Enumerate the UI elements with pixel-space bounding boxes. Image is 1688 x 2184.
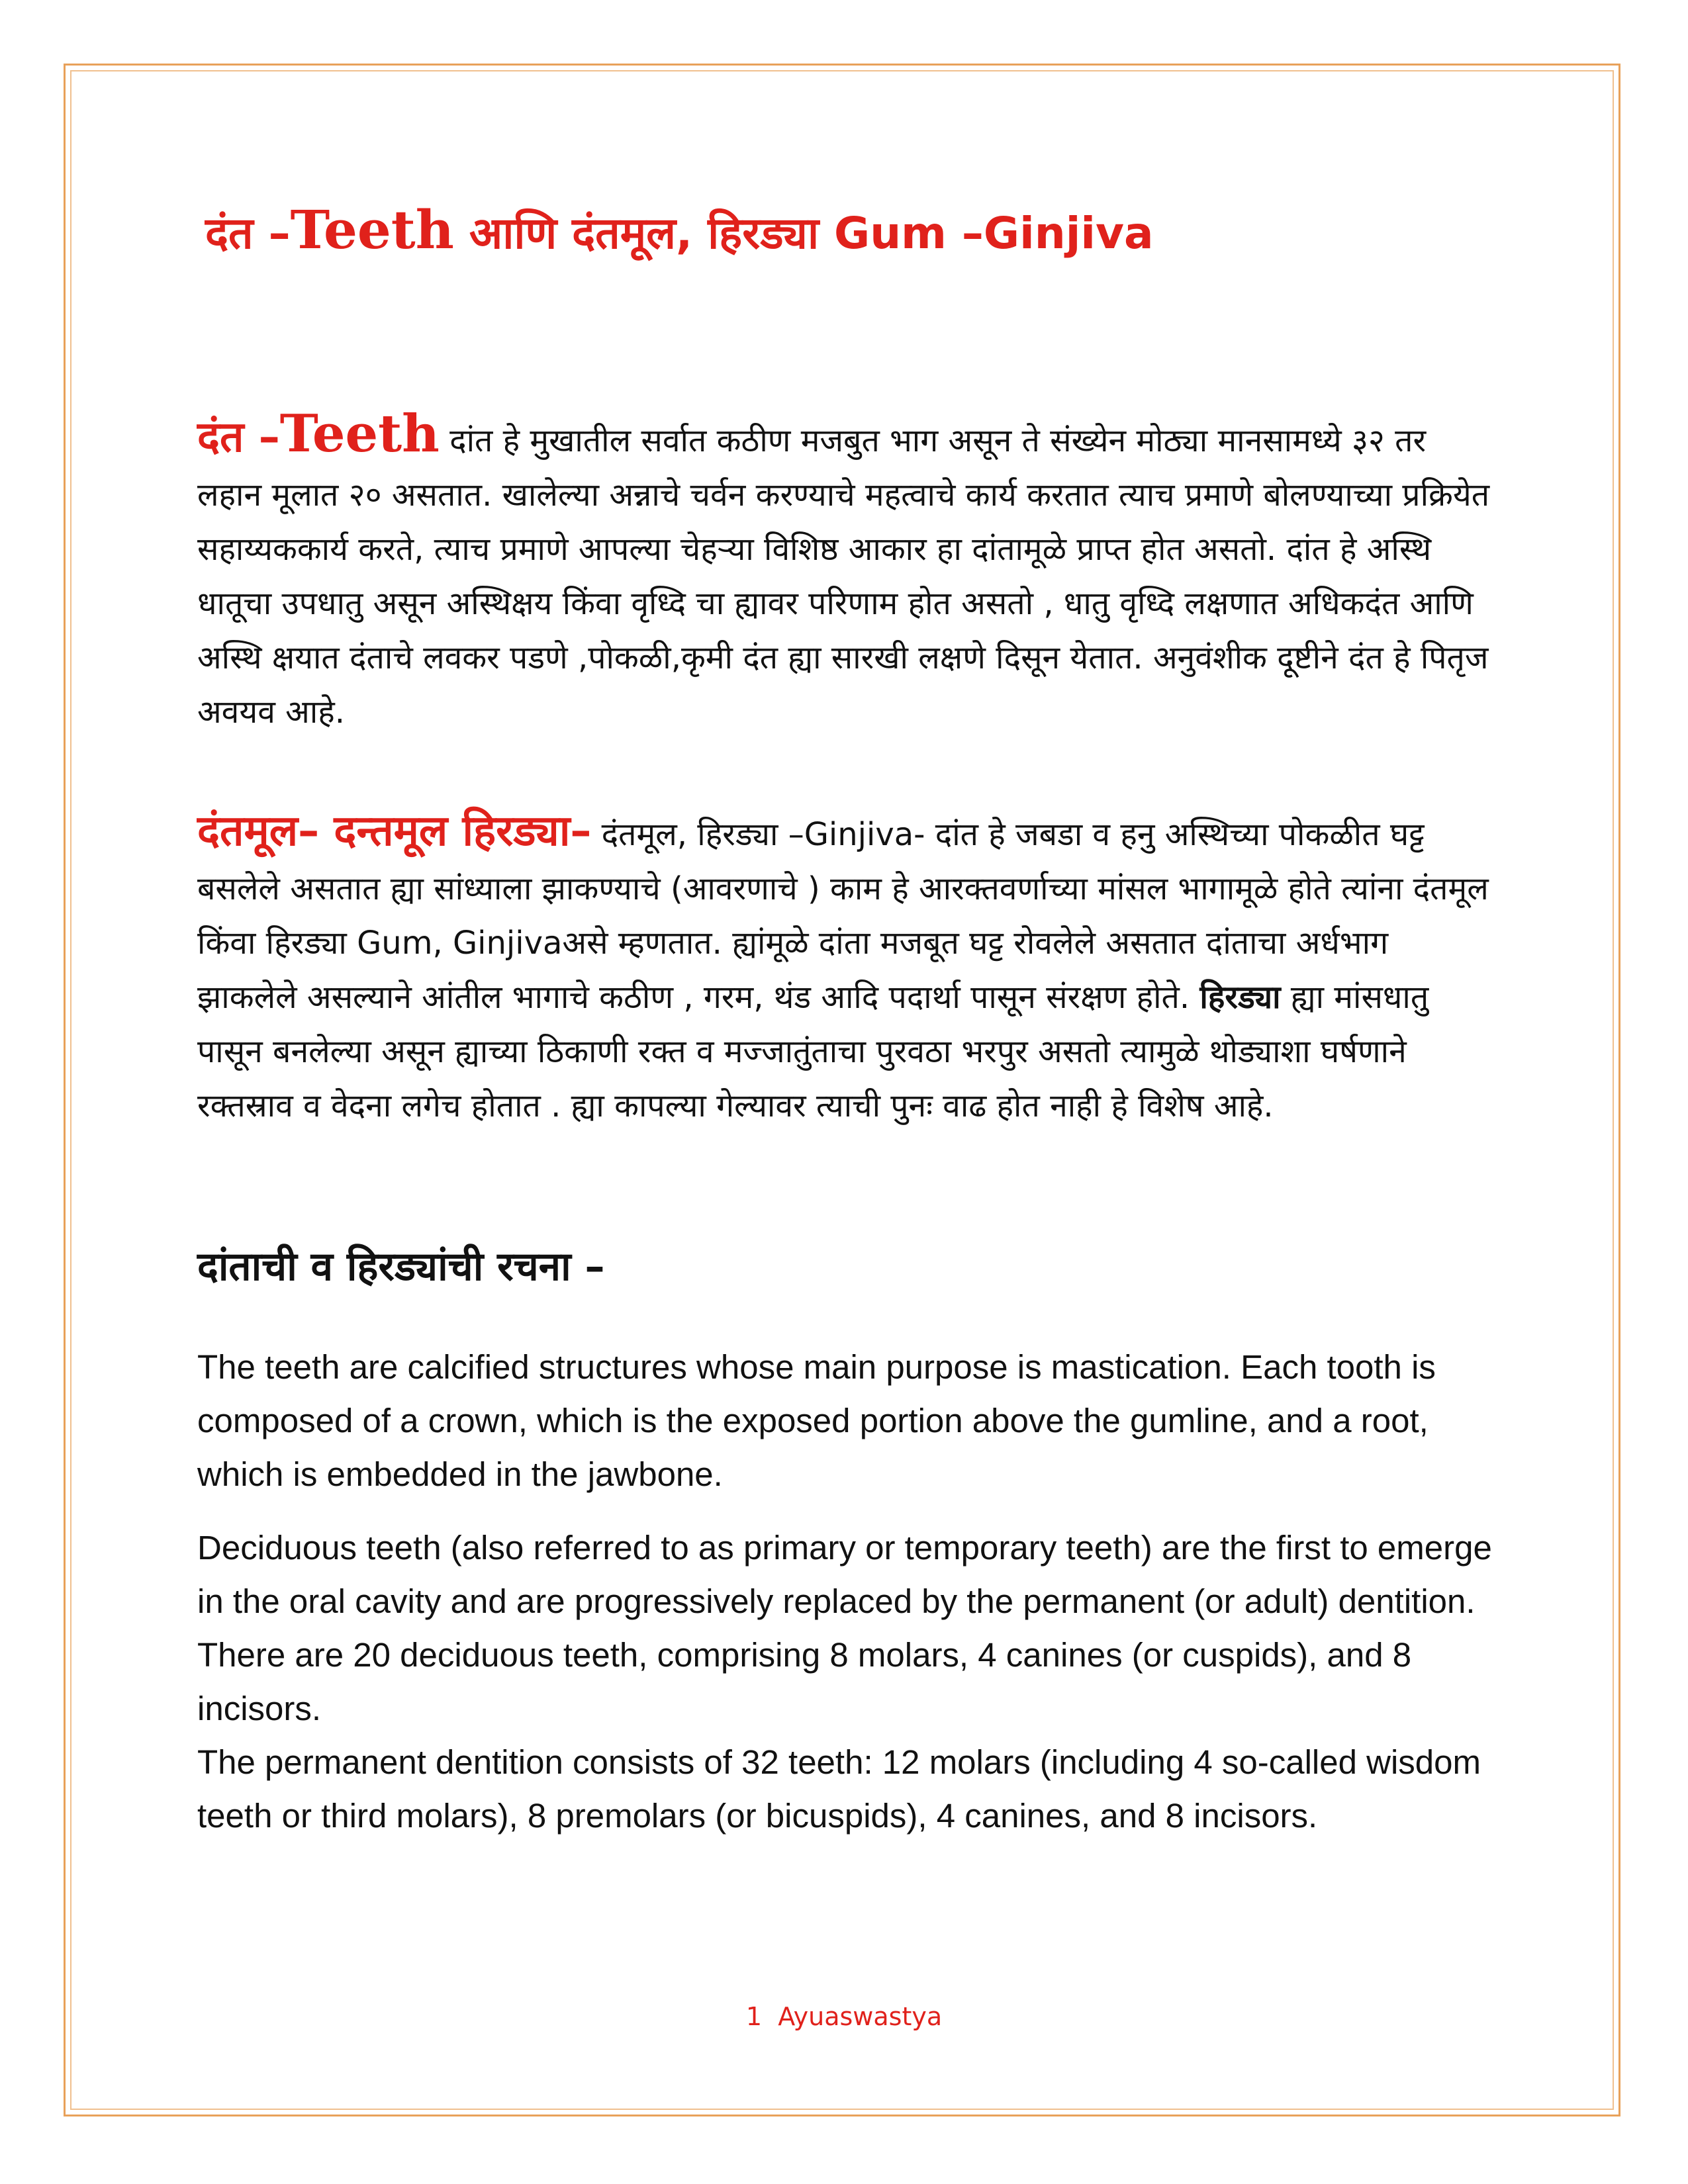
gum-heading: दंतमूल– दन्तमूल हिरड्या– xyxy=(197,807,592,856)
gum-body-2: ह्या मांसधातु पासून बनलेल्या असून ह्याच्या ठिकाणी रक्त व मज्जातुंताचा पुरवठा भरपुर असतो त्यामुळे थोड्याशा घर्षणाने रक्तस्राव व वेदना लगेच होतात . ह्या कापल्या गेल्यावर त्याची पुनः वाढ होत नाही हे विशेष आहे. xyxy=(197,979,1429,1124)
teeth-body: दांत हे मुखातील सर्वात कठीण मजबुत भाग असून ते संख्येन मोठ्या मानसामध्ये ३२ तर लहान मूलात २० असतात. खालेल्या अन्नाचे चर्वन करण्याचे महत्वाचे कार्य करतात त्याच प्रमाणे बोलण्याच्या प्रक्रियेत सहाय्यककार्य करते, त्याच प्रमाणे आपल्या चेहऱ्या विशिष्ठ आकार हा दांतामूळे प्राप्त होत असतो. दांत हे अस्थि धातूचा उपधातु असून अस्थिक्षय किंवा वृध्दि चा ह्यावर परिणाम होत असतो , धातु वृध्दि लक्षणात अधिकदंत आणि अस्थि क्षयात दंताचे लवकर पडणे ,पोकळी,कृमी दंत ह्या सारखी लक्षणे दिसून येतात. अनुवंशीक दूष्टीने दंत हे पितृज अवयव आहे. xyxy=(197,422,1490,731)
gum-paragraph xyxy=(197,804,1495,1133)
english-paragraph-2: Deciduous teeth (also referred to as primary or temporary teeth) are the first to emerge in the oral cavity and are progressively replaced by the permanent (or adult) dentition. xyxy=(197,1529,1492,1620)
teeth-heading xyxy=(197,404,440,464)
teeth-heading-devanagari: दंत – xyxy=(197,413,280,462)
footer-text: Ayuaswastya xyxy=(778,2002,943,2031)
title-part-2: Teeth xyxy=(290,199,454,261)
english-text xyxy=(197,1340,1495,1843)
page-footer xyxy=(0,2002,1688,2031)
english-paragraph-3: There are 20 deciduous teeth, comprising 8 molars, 4 canines (or cuspids), and 8 incisors. xyxy=(197,1636,1412,1727)
structure-heading: दांताची व हिरड्यांची रचना – xyxy=(197,1244,605,1290)
gum-body-1: दंतमूल, हिरड्या –Ginjiva- दांत हे जबडा व हनु अस्थिच्या पोकळीत घट्ट बसलेले असतात ह्या सांध्याला झाकण्याचे (आवरणाचे ) काम हे आरक्तवर्णाच्या मांसल भागामूळे होते त्यांना दंतमूल किंवा हिरड्या Gum, Ginjivaअसे म्हणतात. ह्यांमूळे दांता मजबूत घट्ट रोवलेले असतात दांताचा अर्धभाग झाकलेले असल्याने आंतील भागाचे कठीण , गरम, थंड आदि पदार्था पासून संरक्षण होते. xyxy=(197,816,1489,1016)
title-part-1: दंत – xyxy=(205,208,291,259)
english-paragraph-4: The permanent dentition consists of 32 teeth: 12 molars (including 4 so-called wisdom teeth or third molars), 8 premolars (or bicuspids), 4 canines, and 8 incisors. xyxy=(197,1743,1481,1835)
page-title xyxy=(205,199,1154,261)
teeth-heading-latin: Teeth xyxy=(279,404,440,464)
gum-bold-word: हिरड्या xyxy=(1199,979,1281,1016)
page-number: 1 xyxy=(745,2002,763,2031)
title-part-3: आणि दंतमूल, हिरड्या Gum –Ginjiva xyxy=(453,208,1154,259)
english-paragraph-1: The teeth are calcified structures whose main purpose is mastication. Each tooth is composed of a crown, which is the exposed portion above the gumline, and a root, which is embedded in the jawbone. xyxy=(197,1348,1436,1493)
teeth-paragraph xyxy=(197,404,1495,739)
